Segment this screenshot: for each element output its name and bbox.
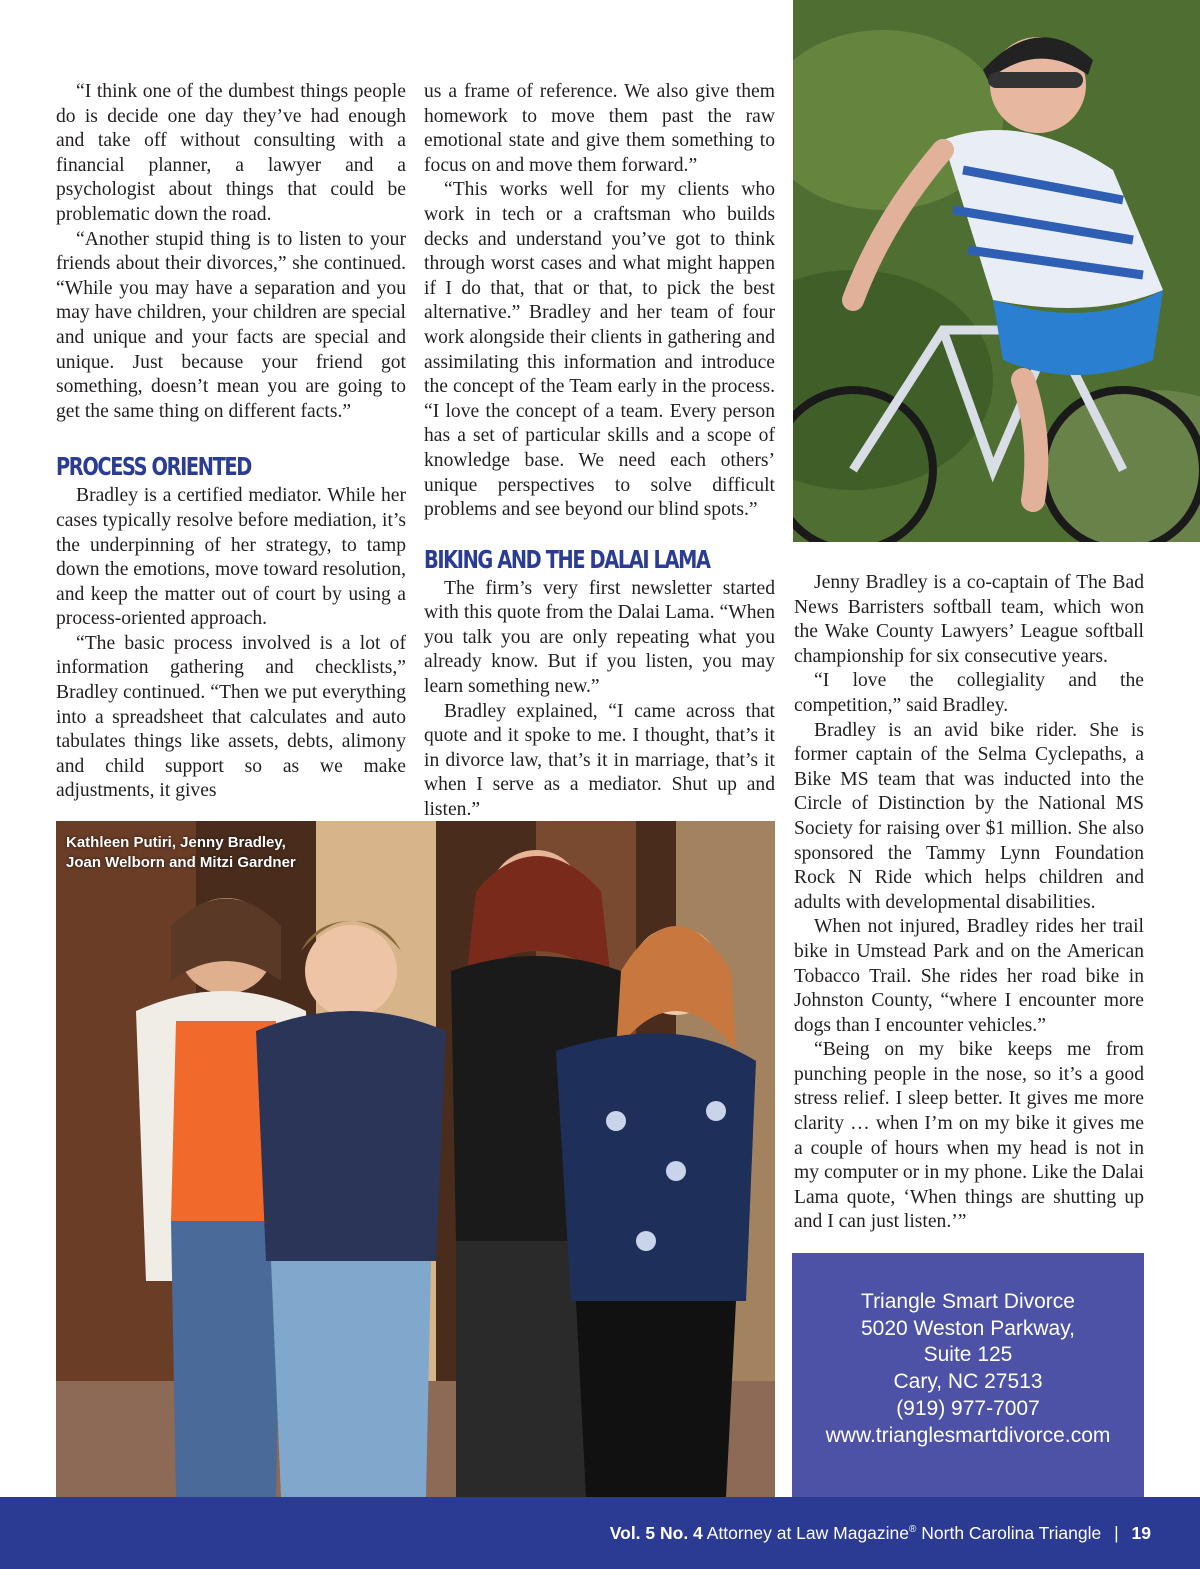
contact-box [792, 1253, 1144, 1497]
paragraph: “The basic process involved is a lot of information gathering and checklists,” Bradley continued. “Then we put everything into a spreadsheet that calculates and auto tabulates things like assets, debts, alimony and child support so as we make adjustments, it gives [56, 632, 406, 802]
paragraph: “I think one of the dumbest things people do is decide one day they’ve had enough and take off without consulting with a financial planner, a lawyer and a psychologist about things that could be problematic down the road. [56, 81, 406, 225]
cyclist-illustration [793, 0, 1200, 542]
group-photo [56, 821, 775, 1497]
phone-number[interactable]: (919) 977-7007 [896, 1396, 1040, 1420]
footer-bar [0, 1497, 1200, 1569]
address-suite: Suite 125 [923, 1343, 1013, 1367]
paragraph: “Being on my bike keeps me from punching people in the nose, so it’s a good stress relief. I sleep better. It gives me more clarity … when I’m on my bike it gives me a couple of hours when my head is not in my computer or in my phone. Like the Dalai Lama quote, ‘When things are shutting up and I can just listen.’” [794, 1039, 1144, 1233]
website-link[interactable]: www.trianglesmartdivorce.com [825, 1423, 1111, 1447]
article-column-3 [794, 571, 1144, 1235]
caption-line: Joan Welborn and Mitzi Gardner [66, 854, 296, 871]
paragraph: “Another stupid thing is to listen to your friends about their divorces,” she continued. “While you may have a separation and you may have children, your children are special and unique and your facts are special and unique. Just because your friend got something, doesn’t mean you are going to get the same thing on different facts.” [56, 228, 406, 422]
caption-line: Kathleen Putiri, Jenny Bradley, [66, 834, 286, 851]
section-heading-process-oriented: PROCESS ORIENTED [56, 452, 251, 482]
paragraph: Jenny Bradley is a co-captain of The Bad News Barristers softball team, which won the Wake County Lawyers’ League softball championship for six consecutive years. [794, 572, 1144, 667]
photo-caption [66, 833, 366, 873]
paragraph: The firm’s very first newsletter started with this quote from the Dalai Lama. “When you talk you are only repeating what you already know. But if you listen, you may learn something new.” [424, 577, 775, 698]
group-photo-illustration [56, 821, 775, 1497]
article-column-2 [424, 80, 775, 823]
magazine-region: North Carolina Triangle [921, 1523, 1102, 1543]
footer-text [610, 1523, 1151, 1544]
footer-separator: | [1114, 1523, 1119, 1543]
paragraph: When not injured, Bradley rides her trail bike in Umstead Park and on the American Tobacco Trail. She rides her road bike in Johnston County, “where I encounter more dogs than I encounter vehicles.” [794, 916, 1144, 1036]
address-street: 5020 Weston Parkway, [861, 1316, 1075, 1340]
issue-volume: Vol. 5 No. 4 [609, 1523, 703, 1543]
paragraph: Bradley is an avid bike rider. She is former captain of the Selma Cyclepaths, a Bike MS team that was inducted into the Circle of Distinction by the National MS Society for raising over $1 million. She also sponsored the Tammy Lynn Foundation Rock N Ride which helps children and adults with developmental disabilities. [794, 719, 1144, 913]
magazine-name: Attorney at Law Magazine [706, 1523, 910, 1543]
paragraph: “I love the collegiality and the competition,” said Bradley. [794, 670, 1144, 716]
section-heading-biking: BIKING AND THE DALAI LAMA [424, 544, 710, 574]
paragraph: Bradley explained, “I came across that quote and it spoke to me. I thought, that’s it in divorce law, that’s it in marriage, that’s it when I serve as a mediator. Shut up and listen.” [424, 700, 775, 821]
cyclist-photo [793, 0, 1200, 542]
paragraph: Bradley is a certified mediator. While her cases typically resolve before mediation, it’s the underpinning of her strategy, to tamp down the emotions, move toward resolution, and keep the matter out of court by using a process-oriented approach. [56, 485, 406, 630]
article-column-1 [56, 80, 406, 804]
page-number: 19 [1131, 1523, 1151, 1543]
paragraph: “This works well for my clients who work in tech or a craftsman who builds decks and understand you’ve got to think through worst cases and what might happen if I do that, that or that, to pick the best alternative.” Bradley and her team of four work alongside their clients in gathering and assimilating this information and introduce the concept of the Team early in the process. “I love the concept of a team. Every person has a set of particular skills and a scope of knowledge base. We need each others’ unique perspectives to solve difficult problems and see beyond our blind spots.” [424, 179, 775, 521]
firm-name: Triangle Smart Divorce [861, 1290, 1075, 1313]
paragraph: us a frame of reference. We also give them homework to move them past the raw emotional state and give them something to focus on and move them forward.” [424, 81, 775, 176]
address-city: Cary, NC 27513 [893, 1370, 1043, 1394]
registered-mark: ® [909, 1524, 917, 1535]
